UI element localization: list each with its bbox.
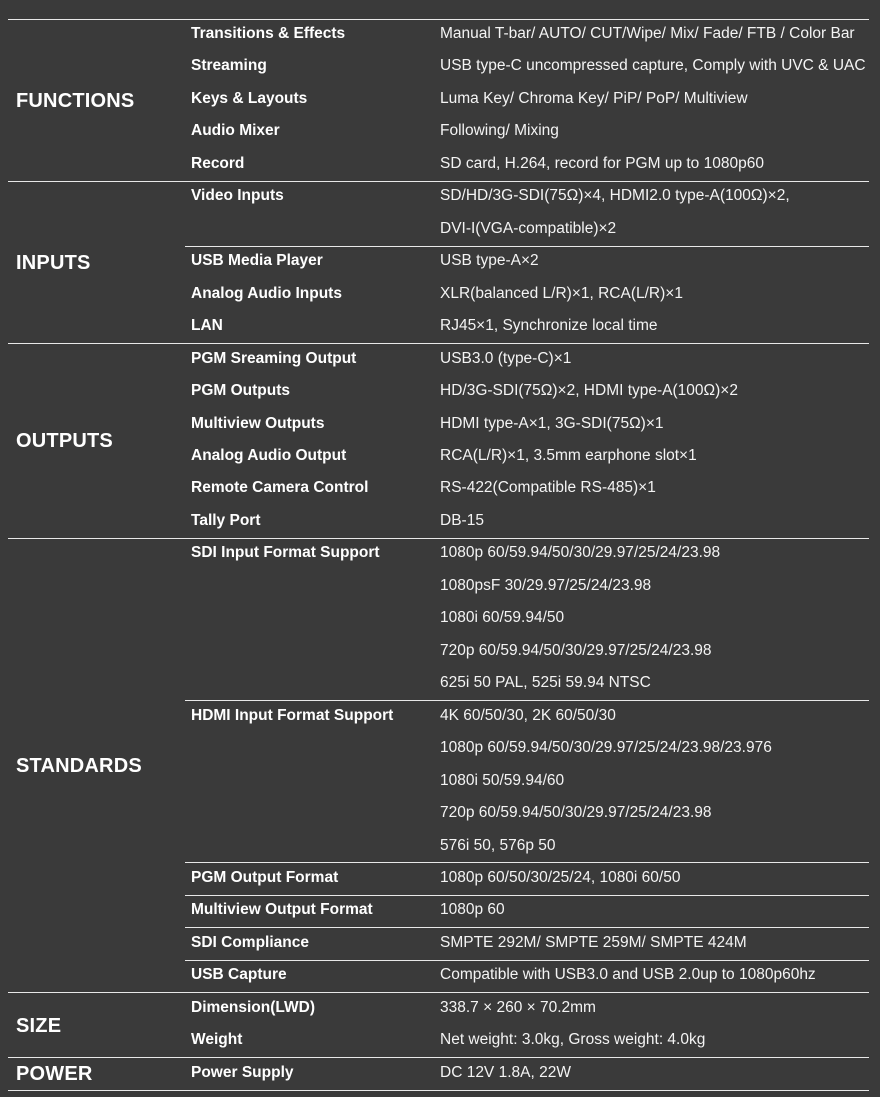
section-divider	[8, 181, 869, 182]
spec-label: SDI Compliance	[191, 933, 309, 951]
spec-label: Power Supply	[191, 1063, 294, 1081]
group-divider	[185, 927, 869, 928]
spec-label: Multiview Outputs	[191, 414, 325, 432]
spec-value: Net weight: 3.0kg, Gross weight: 4.0kg	[440, 1031, 706, 1049]
spec-label: Transitions & Effects	[191, 25, 346, 42]
spec-label: Multiview Output Format	[191, 901, 373, 919]
spec-label: Streaming	[191, 57, 267, 75]
spec-value: XLR(balanced L/R)×1, RCA(L/R)×1	[440, 284, 683, 302]
spec-value: RS-422(Compatible RS-485)×1	[440, 479, 656, 497]
spec-value: SD/HD/3G-SDI(75Ω)×4, HDMI2.0 type-A(100Ω)×2,	[440, 187, 790, 205]
spec-label: PGM Output Format	[191, 868, 339, 886]
spec-value: 1080p 60	[440, 901, 505, 919]
section-divider	[8, 1090, 869, 1091]
spec-value: SD card, H.264, record for PGM up to 1080p60	[440, 154, 764, 172]
spec-label: Record	[191, 154, 245, 172]
spec-value: HDMI type-A×1, 3G-SDI(75Ω)×1	[440, 414, 664, 432]
spec-value: SMPTE 292M/ SMPTE 259M/ SMPTE 424M	[440, 933, 747, 951]
spec-value: 1080p 60/50/30/25/24, 1080i 60/50	[440, 868, 681, 886]
group-divider	[185, 895, 869, 896]
spec-label: LAN	[191, 317, 223, 335]
spec-value: Following/ Mixing	[440, 122, 559, 140]
spec-value: RCA(L/R)×1, 3.5mm earphone slot×1	[440, 446, 697, 464]
spec-label: Remote Camera Control	[191, 479, 369, 497]
group-divider	[185, 700, 869, 701]
spec-value: Compatible with USB3.0 and USB 2.0up to 1080p60hz	[440, 966, 816, 984]
group-divider	[185, 960, 869, 961]
spec-label: Tally Port	[191, 511, 261, 529]
spec-label: Analog Audio Output	[191, 446, 347, 464]
spec-value: 4K 60/50/30, 2K 60/50/30	[440, 706, 616, 724]
spec-label: USB Media Player	[191, 252, 323, 270]
spec-value: 1080p 60/59.94/50/30/29.97/25/24/23.98/23.976	[440, 739, 772, 757]
spec-value: 625i 50 PAL, 525i 59.94 NTSC	[440, 674, 651, 692]
spec-label: Video Inputs	[191, 187, 284, 205]
spec-value: 1080p 60/59.94/50/30/29.97/25/24/23.98	[440, 544, 721, 562]
spec-label: Weight	[191, 1031, 243, 1049]
spec-value: DVI-I(VGA-compatible)×2	[440, 219, 617, 237]
spec-value: HD/3G-SDI(75Ω)×2, HDMI type-A(100Ω)×2	[440, 382, 738, 400]
section-title: STANDARDS	[16, 755, 142, 778]
group-divider	[185, 862, 869, 863]
spec-label: USB Capture	[191, 966, 287, 984]
spec-value: USB type-C uncompressed capture, Comply with UVC & UAC	[440, 57, 866, 75]
spec-value: DC 12V 1.8A, 22W	[440, 1063, 571, 1081]
spec-value: 1080i 60/59.94/50	[440, 609, 565, 627]
spec-label: Analog Audio Inputs	[191, 284, 342, 302]
section-title: INPUTS	[16, 251, 91, 274]
section-divider	[8, 992, 869, 993]
spec-value: 576i 50, 576p 50	[440, 836, 556, 854]
spec-value: Luma Key/ Chroma Key/ PiP/ PoP/ Multiview	[440, 89, 748, 107]
spec-label: Dimension(LWD)	[191, 998, 315, 1016]
spec-value: 1080psF 30/29.97/25/24/23.98	[440, 576, 652, 594]
section-divider	[8, 1057, 869, 1058]
group-divider	[185, 246, 869, 247]
section-divider	[8, 343, 869, 344]
spec-label: PGM Sreaming Output	[191, 349, 357, 367]
spec-value: Manual T-bar/ AUTO/ CUT/Wipe/ Mix/ Fade/ FTB / Color Bar	[440, 25, 855, 42]
spec-value: DB-15	[440, 511, 484, 529]
section-title: SIZE	[16, 1014, 62, 1037]
spec-label: PGM Outputs	[191, 382, 291, 400]
spec-label: Keys & Layouts	[191, 89, 308, 107]
spec-value: 1080i 50/59.94/60	[440, 771, 565, 789]
spec-label: Audio Mixer	[191, 122, 280, 140]
spec-value: RJ45×1, Synchronize local time	[440, 317, 658, 335]
section-divider	[8, 19, 869, 20]
spec-value: USB3.0 (type-C)×1	[440, 349, 572, 367]
spec-value: 720p 60/59.94/50/30/29.97/25/24/23.98	[440, 641, 712, 659]
section-title: FUNCTIONS	[16, 89, 135, 112]
section-divider	[8, 538, 869, 539]
section-title: POWER	[16, 1063, 93, 1086]
spec-label: HDMI Input Format Support	[191, 706, 394, 724]
spec-value: 338.7 × 260 × 70.2mm	[440, 998, 596, 1016]
spec-value: USB type-A×2	[440, 252, 539, 270]
section-title: OUTPUTS	[16, 430, 113, 453]
spec-value: 720p 60/59.94/50/30/29.97/25/24/23.98	[440, 804, 712, 822]
spec-label: SDI Input Format Support	[191, 544, 380, 562]
